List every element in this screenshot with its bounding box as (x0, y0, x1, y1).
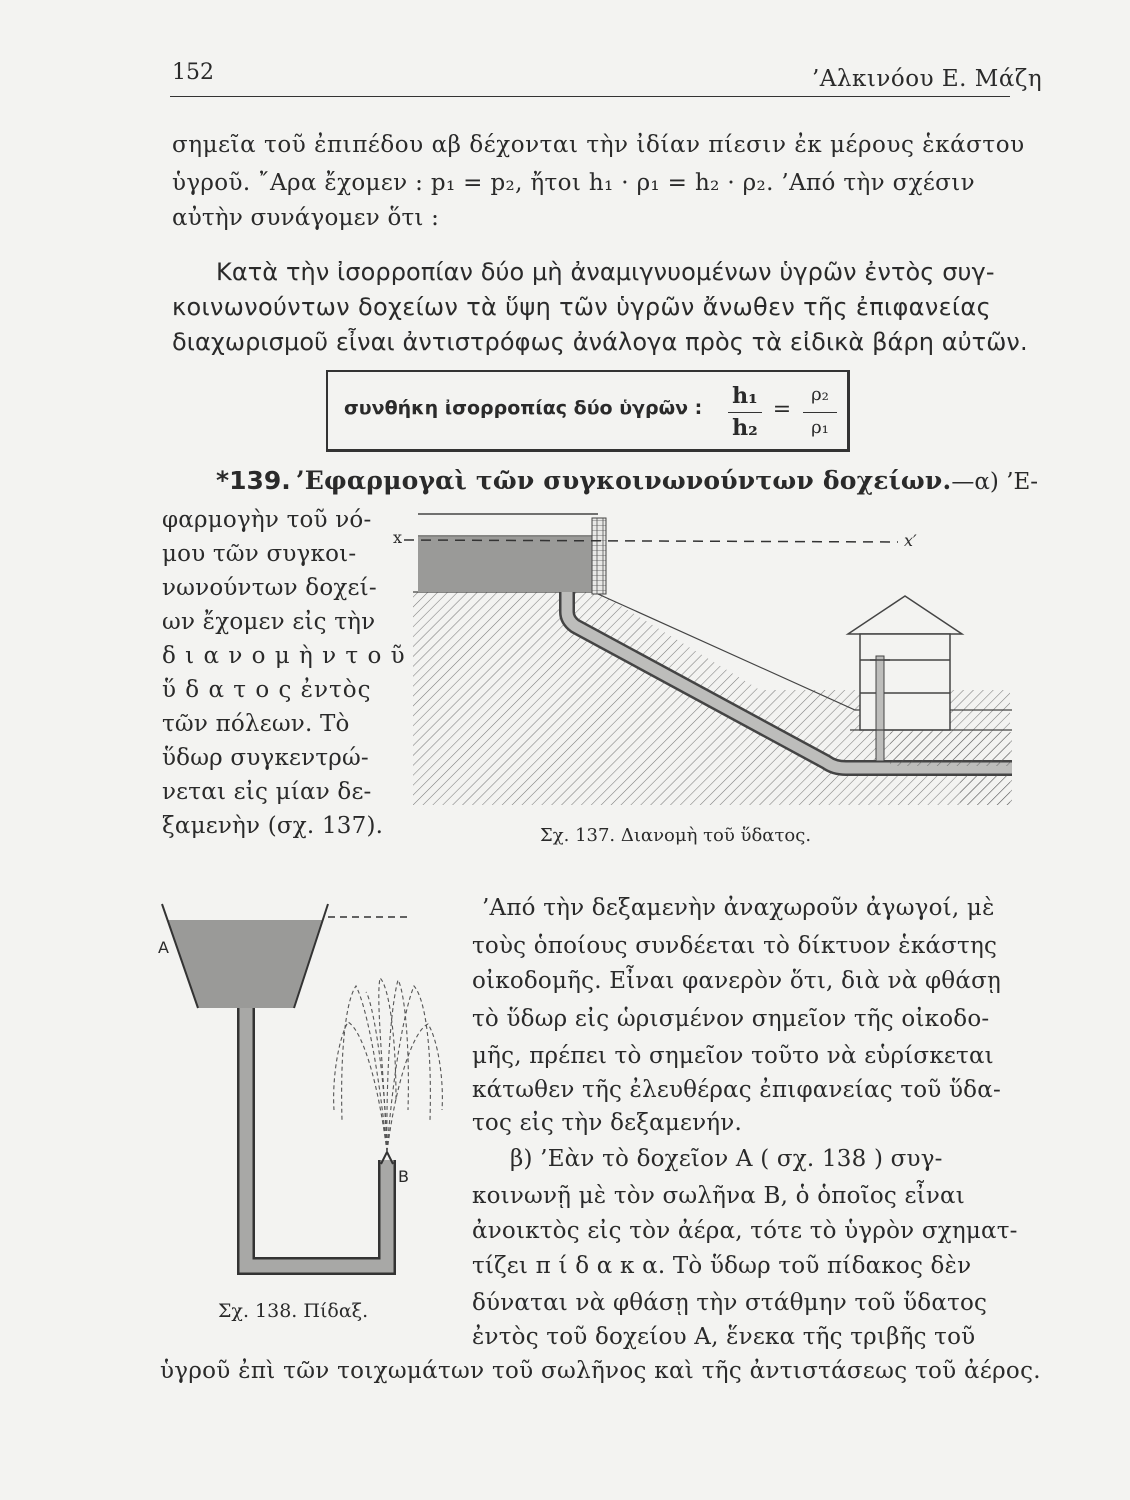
final-line: ὑγροῦ ἐπὶ τῶν τοιχωμάτων τοῦ σωλῆνος καὶ τῆς ἀντιστάσεως τοῦ ἀέρος. (160, 1358, 1041, 1384)
fountain-jets (334, 978, 443, 1152)
right-col-line-7: τος εἰς τὴν δεξαμενήν. (472, 1110, 742, 1136)
right-col-line-9: κοινωνῇ μὲ τὸν σωλῆνα B, ὁ ὁποῖος εἶναι (472, 1183, 965, 1209)
formula-label: συνθήκη ἰσορροπίας δύο ὑγρῶν : (344, 397, 703, 419)
left-col-line-6: ὕ δ α τ ο ς ἐντὸς (162, 677, 372, 703)
section-tail: —α) ’Ε- (951, 469, 1039, 495)
u-pipe (246, 1008, 387, 1266)
fig138-label-b: B (398, 1167, 409, 1186)
fig138-caption: Σχ. 138. Πίδαξ. (218, 1300, 369, 1322)
left-col-line-4: ων ἔχομεν εἰς τὴν (162, 609, 376, 635)
right-col-line-10: ἀνοικτὸς εἰς τὸν ἀέρα, τότε τὸ ὑγρὸν σχηματ- (472, 1218, 1018, 1244)
page-number: 152 (172, 60, 214, 85)
left-col-line-10: ξαμενὴν (σχ. 137). (162, 813, 384, 839)
formula-rhs-numerator: ρ₂ (811, 384, 829, 405)
formula-lhs-numerator: h₁ (732, 383, 758, 409)
right-col-line-12: δύναται νὰ φθάσῃ τὴν στάθμην τοῦ ὕδατος (472, 1290, 988, 1316)
section-number: *139. (216, 466, 291, 495)
fig137-caption: Σχ. 137. Διανομὴ τοῦ ὕδατος. (540, 825, 812, 846)
right-col-line-6: κάτωθεν τῆς ἐλευθέρας ἐπιφανείας τοῦ ὕδα- (472, 1077, 1001, 1103)
left-col-line-8: ὕδωρ συγκεντρώ- (162, 745, 369, 771)
intro-line-1: σημεῖα τοῦ ἐπιπέδου αβ δέχονται τὴν ἰδίαν πίεσιν ἐκ μέρους ἑκάστου (172, 132, 1025, 158)
fig138-label-a: A (158, 938, 169, 957)
law-line-2: κοινωνούντων δοχείων τὰ ὕψη τῶν ὑγρῶν ἄνωθεν τῆς ἐπιφανείας (172, 293, 992, 321)
intro-line-2: ὑγροῦ. ῎Αρα ἔχομεν : p₁ = p₂, ἤτοι h₁ · ρ₁ = h₂ · ρ₂. ’Από τὴν σχέσιν (172, 170, 975, 196)
right-col-line-4: τὸ ὕδωρ εἰς ὡρισμένον σημεῖον τῆς οἰκοδο- (472, 1006, 990, 1032)
running-title: ’Αλκινόου Ε. Μάζη (812, 66, 1043, 92)
right-col-line-11: τίζει π ί δ α κ α. Τὸ ὕδωρ τοῦ πίδακος δὲν (472, 1253, 972, 1279)
left-col-line-7: τῶν πόλεων. Τὸ (162, 711, 350, 737)
formula-equals: = (772, 397, 792, 422)
intro-line-3: αὐτὴν συνάγομεν ὅτι : (172, 205, 440, 231)
section-title: ’Εφαρμογαὶ τῶν συγκοινωνούντων δοχείων. (295, 466, 952, 495)
law-line-1: Κατὰ τὴν ἰσορροπίαν δύο μὴ ἀναμιγνυομένων ὑγρῶν ἐντὸς συγ- (216, 258, 995, 286)
formula-rhs-denominator: ρ₁ (811, 417, 829, 438)
law-line-3: διαχωρισμοῦ εἶναι ἀντιστρόφως ἀνάλογα πρὸς τὰ εἰδικὰ βάρη αὐτῶν. (172, 328, 1028, 356)
right-col-line-3: οἰκοδομῆς. Εἶναι φανερὸν ὅτι, διὰ νὰ φθάσῃ (472, 968, 1001, 994)
fig137-mark-left: x (393, 528, 403, 547)
left-col-line-2: μου τῶν συγκοι- (162, 541, 357, 567)
formula-lhs-denominator: h₂ (732, 415, 758, 441)
right-col-line-2: τοὺς ὁποίους συνδέεται τὸ δίκτυον ἑκάστης (472, 933, 998, 959)
fig137-mark-right: x′ (904, 531, 917, 550)
right-col-line-5: μῆς, πρέπει τὸ σημεῖον τοῦτο νὰ εὑρίσκεται (472, 1043, 994, 1069)
left-col-line-5: δ ι α ν ο μ ὴ ν τ ο ῦ (162, 643, 406, 669)
left-col-line-1: φαρμογὴν τοῦ νό- (162, 507, 372, 533)
left-col-line-3: νωνούντων δοχεί- (162, 575, 377, 601)
right-col-line-8: β) ’Εὰν τὸ δοχεῖον A ( σχ. 138 ) συγ- (510, 1146, 943, 1172)
right-col-line-13: ἐντὸς τοῦ δοχείου A, ἕνεκα τῆς τριβῆς τοῦ (472, 1324, 976, 1350)
right-col-line-1: ’Από τὴν δεξαμενὴν ἀναχωροῦν ἀγωγοί, μὲ (482, 895, 995, 921)
left-col-line-9: νεται εἰς μίαν δε- (162, 779, 372, 805)
